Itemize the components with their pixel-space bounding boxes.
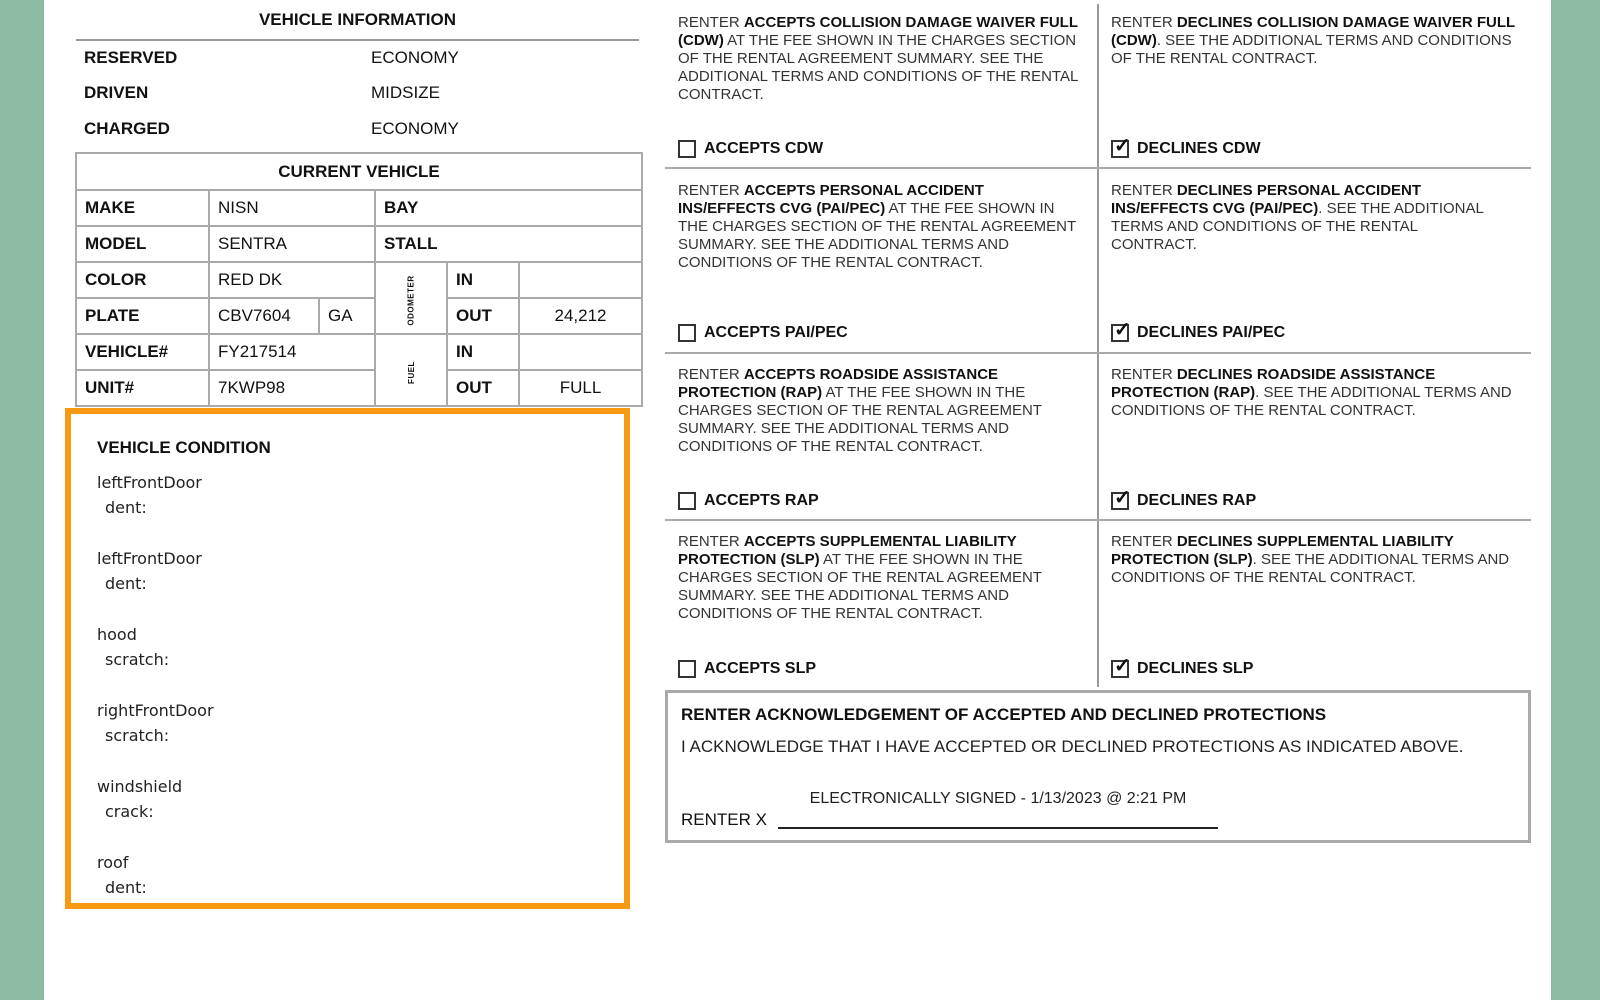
condition-item — [97, 698, 214, 748]
checkbox-checked[interactable] — [1111, 135, 1131, 158]
decline-cdw-checkbox[interactable] — [1111, 135, 1261, 158]
fuel-label-cell — [375, 334, 447, 406]
plate-value: CBV7604 — [209, 298, 319, 334]
vehicle-condition-title: VEHICLE CONDITION — [97, 438, 271, 457]
row-divider — [665, 519, 1531, 521]
condition-item — [97, 470, 202, 520]
decline-pai-label: DECLINES PAI/PEC — [1137, 324, 1286, 341]
vehicle-information-title: VEHICLE INFORMATION — [258, 10, 457, 29]
unit-number-label: UNIT# — [76, 370, 209, 406]
decline-rap-label: DECLINES RAP — [1137, 492, 1257, 509]
condition-damage: dent: — [105, 574, 147, 593]
condition-part: leftFrontDoor — [97, 473, 202, 492]
fuel-label: FUEL — [406, 361, 416, 384]
reserved-value: ECONOMY — [371, 48, 459, 67]
condition-part: leftFrontDoor — [97, 549, 202, 568]
checkbox-empty[interactable] — [678, 324, 696, 342]
decline-cdw-label: DECLINES CDW — [1137, 140, 1261, 157]
checkbox-empty[interactable] — [678, 660, 696, 678]
current-vehicle-title: CURRENT VEHICLE — [76, 153, 642, 190]
fuel-in-value — [519, 334, 642, 370]
acknowledgement-box — [665, 690, 1531, 843]
charged-value: ECONOMY — [371, 119, 459, 138]
row-divider — [665, 167, 1531, 169]
odometer-label-cell — [375, 262, 447, 334]
condition-part: rightFrontDoor — [97, 701, 214, 720]
driven-value: MIDSIZE — [371, 83, 440, 102]
pai-decline-text: RENTER DECLINES PERSONAL ACCIDENT INS/EFFECTS CVG (PAI/PEC). SEE THE ADDITIONAL TERMS AND CONDITIONS OF THE RENTAL CONTRACT. — [1111, 182, 1484, 253]
driven-label: DRIVEN — [84, 83, 149, 102]
color-value: RED DK — [209, 262, 375, 298]
stall-label: STALL — [375, 226, 642, 262]
condition-damage: dent: — [105, 878, 147, 897]
acknowledgement-title: RENTER ACKNOWLEDGEMENT OF ACCEPTED AND DECLINED PROTECTIONS — [681, 705, 1327, 724]
checkbox-checked[interactable] — [1111, 319, 1131, 342]
model-label: MODEL — [76, 226, 209, 262]
signature-line — [778, 827, 1218, 829]
charged-label: CHARGED — [84, 119, 170, 138]
cdw-decline-text: RENTER DECLINES COLLISION DAMAGE WAIVER FULL (CDW). SEE THE ADDITIONAL TERMS AND CONDITIONS OF THE RENTAL CONTRACT. — [1111, 14, 1515, 67]
accept-cdw-label: ACCEPTS CDW — [704, 140, 824, 157]
accept-slp-checkbox[interactable] — [678, 660, 816, 678]
bay-label: BAY — [375, 190, 642, 226]
vehicle-number-label: VEHICLE# — [76, 334, 209, 370]
checkmark-icon: ✓ — [1114, 135, 1131, 157]
accept-cdw-checkbox[interactable] — [678, 140, 823, 158]
vehicle-condition-panel — [65, 408, 630, 909]
renter-signature-label: RENTER X — [681, 810, 767, 829]
cdw-accept-text: RENTER ACCEPTS COLLISION DAMAGE WAIVER FULL (CDW) AT THE FEE SHOWN IN THE CHARGES SECTION OF THE RENTAL AGREEMENT SUMMARY. SEE THE ADDITIONAL TERMS AND CONDITIONS OF THE RENTAL CONTRACT. — [678, 14, 1078, 103]
decline-slp-label: DECLINES SLP — [1137, 660, 1254, 677]
electronic-signature: ELECTRONICALLY SIGNED - 1/13/2023 @ 2:21 PM — [809, 790, 1187, 807]
odometer-out-value: 24,212 — [519, 298, 642, 334]
vehicle-number-value: FY217514 — [209, 334, 375, 370]
odometer-in-value — [519, 262, 642, 298]
checkmark-icon: ✓ — [1114, 487, 1131, 509]
pai-accept-text: RENTER ACCEPTS PERSONAL ACCIDENT INS/EFFECTS CVG (PAI/PEC) AT THE FEE SHOWN IN THE CHARGES SECTION OF THE RENTAL AGREEMENT SUMMARY. SEE THE ADDITIONAL TERMS AND CONDITIONS OF THE RENTAL CONTRACT. — [678, 182, 1076, 271]
odometer-out-label: OUT — [447, 298, 519, 334]
odometer-in-label: IN — [447, 262, 519, 298]
condition-damage: scratch: — [105, 726, 170, 745]
plate-state: GA — [319, 298, 375, 334]
decline-slp-checkbox[interactable] — [1111, 655, 1254, 678]
condition-part: windshield — [97, 777, 183, 796]
condition-damage: scratch: — [105, 650, 170, 669]
condition-damage: crack: — [105, 802, 154, 821]
row-divider — [665, 352, 1531, 354]
make-value: NISN — [209, 190, 375, 226]
column-divider — [1097, 4, 1099, 687]
condition-item — [97, 850, 147, 900]
decline-pai-checkbox[interactable] — [1111, 319, 1286, 342]
decline-rap-checkbox[interactable] — [1111, 487, 1257, 510]
reserved-label: RESERVED — [84, 48, 178, 67]
divider — [76, 39, 639, 41]
rap-accept-text: RENTER ACCEPTS ROADSIDE ASSISTANCE PROTECTION (RAP) AT THE FEE SHOWN IN THE CHARGES SECTION OF THE RENTAL AGREEMENT SUMMARY. SEE THE ADDITIONAL TERMS AND CONDITIONS OF THE RENTAL CONTRACT. — [678, 366, 1042, 455]
current-vehicle-table — [75, 152, 643, 407]
fuel-out-value: FULL — [519, 370, 642, 406]
slp-accept-text: RENTER ACCEPTS SUPPLEMENTAL LIABILITY PROTECTION (SLP) AT THE FEE SHOWN IN THE CHARGES SECTION OF THE RENTAL AGREEMENT SUMMARY. SEE THE ADDITIONAL TERMS AND CONDITIONS OF THE RENTAL CONTRACT. — [678, 533, 1042, 622]
condition-part: roof — [97, 853, 129, 872]
condition-item — [97, 622, 169, 672]
color-label: COLOR — [76, 262, 209, 298]
accept-pai-label: ACCEPTS PAI/PEC — [704, 324, 848, 341]
condition-item — [97, 774, 182, 824]
condition-damage: dent: — [105, 498, 147, 517]
fuel-out-label: OUT — [447, 370, 519, 406]
checkbox-empty[interactable] — [678, 492, 696, 510]
plate-label: PLATE — [76, 298, 209, 334]
checkbox-empty[interactable] — [678, 140, 696, 158]
accept-slp-label: ACCEPTS SLP — [704, 660, 817, 677]
model-value: SENTRA — [209, 226, 375, 262]
accept-rap-label: ACCEPTS RAP — [704, 492, 819, 509]
checkbox-checked[interactable] — [1111, 655, 1131, 678]
rap-decline-text: RENTER DECLINES ROADSIDE ASSISTANCE PROTECTION (RAP). SEE THE ADDITIONAL TERMS AND CONDITIONS OF THE RENTAL CONTRACT. — [1111, 366, 1512, 419]
checkmark-icon: ✓ — [1114, 655, 1131, 677]
condition-part: hood — [97, 625, 137, 644]
acknowledgement-text: I ACKNOWLEDGE THAT I HAVE ACCEPTED OR DECLINED PROTECTIONS AS INDICATED ABOVE. — [681, 737, 1464, 756]
checkmark-icon: ✓ — [1114, 319, 1131, 341]
accept-rap-checkbox[interactable] — [678, 492, 819, 510]
make-label: MAKE — [76, 190, 209, 226]
accept-pai-checkbox[interactable] — [678, 324, 848, 342]
odometer-label: ODOMETER — [406, 275, 416, 326]
unit-number-value: 7KWP98 — [209, 370, 375, 406]
condition-item — [97, 546, 202, 596]
fuel-in-label: IN — [447, 334, 519, 370]
checkbox-checked[interactable] — [1111, 487, 1131, 510]
slp-decline-text: RENTER DECLINES SUPPLEMENTAL LIABILITY PROTECTION (SLP). SEE THE ADDITIONAL TERMS AND CONDITIONS OF THE RENTAL CONTRACT. — [1111, 533, 1510, 586]
